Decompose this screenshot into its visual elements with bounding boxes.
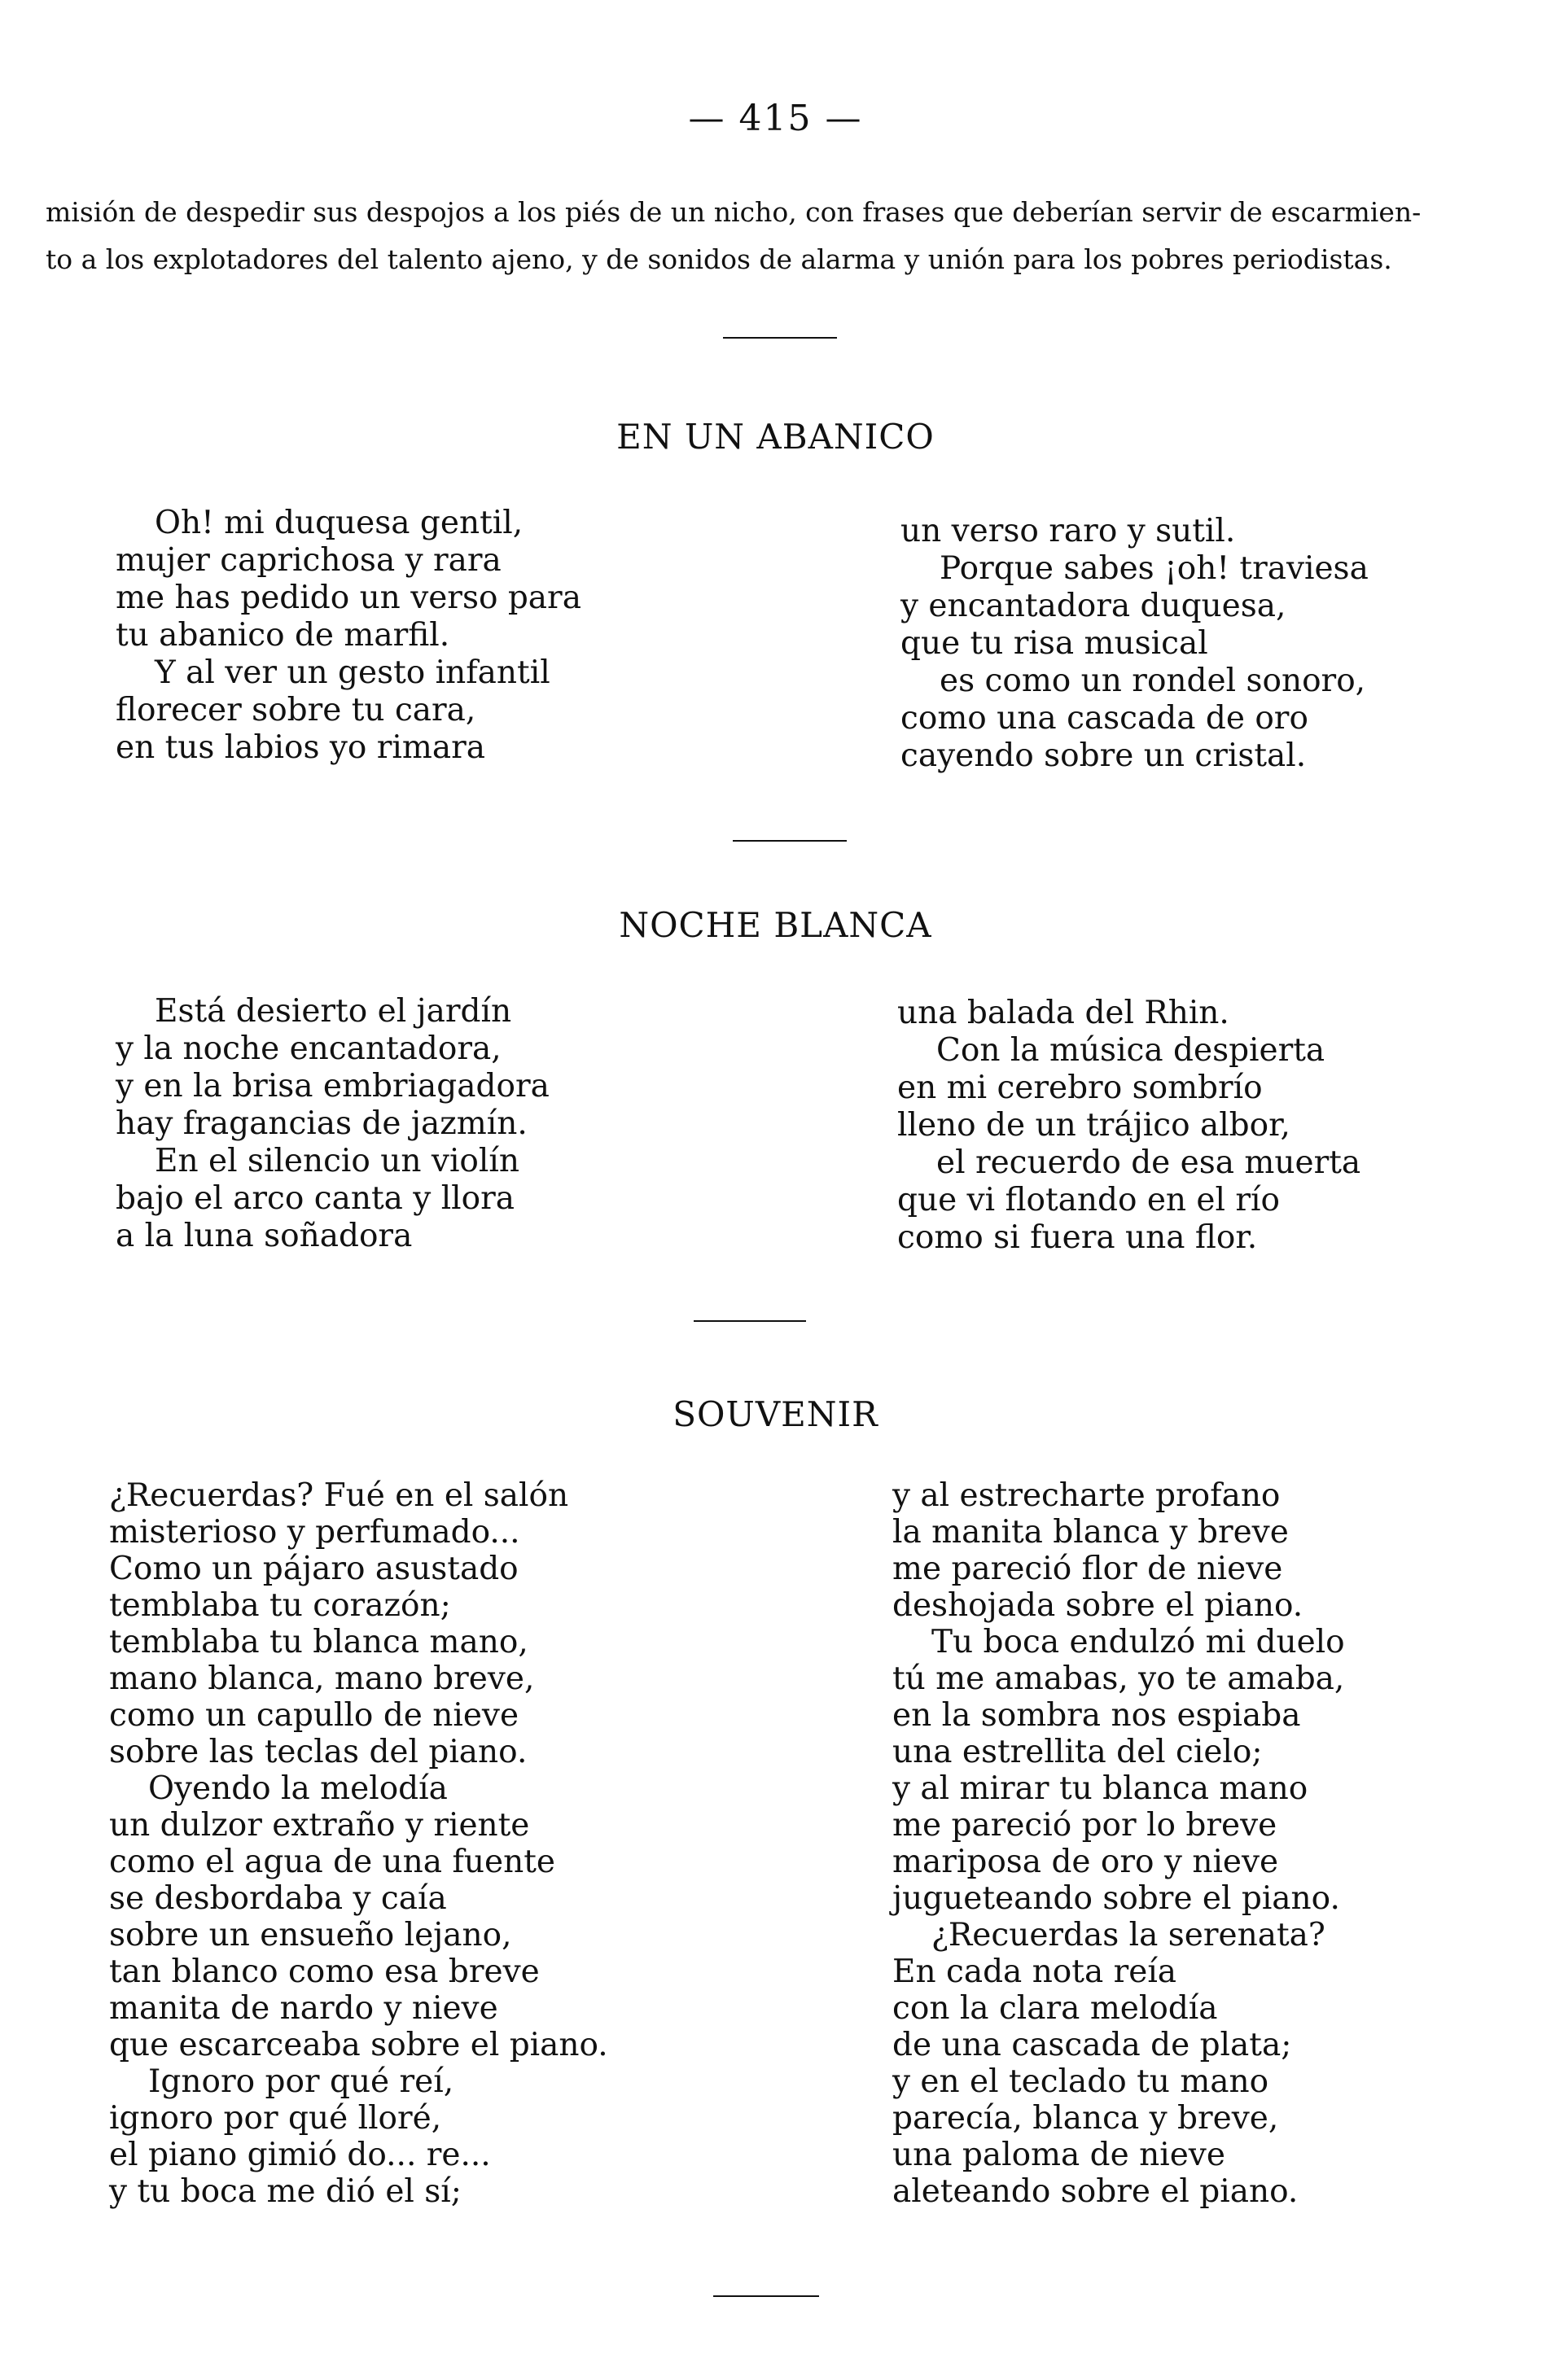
- verse-line: lleno de un trájico albor,: [897, 1107, 1290, 1144]
- verse-line: y tu boca me dió el sí;: [109, 2173, 462, 2210]
- verse-line: que tu risa musical: [900, 625, 1208, 662]
- verse-line: sobre un ensueño lejano,: [109, 1917, 512, 1953]
- verse-line: y en el teclado tu mano: [892, 2063, 1269, 2100]
- verse-line: el recuerdo de esa muerta: [936, 1144, 1361, 1181]
- intro-line: misión de despedir sus despojos a los piés de un nicho, con frases que deberían servir de escarmien-: [46, 196, 1422, 228]
- intro-paragraph: [46, 189, 1511, 283]
- verse-line: que vi flotando en el río: [897, 1182, 1280, 1218]
- poem-title: SOUVENIR: [673, 1394, 878, 1434]
- verse-line: en la sombra nos espiaba: [892, 1697, 1301, 1734]
- verse-line: se desbordaba y caía: [109, 1880, 447, 1917]
- intro-line: to a los explotadores del talento ajeno, y de sonidos de alarma y unión para los pobres periodistas.: [46, 243, 1392, 275]
- verse-line: deshojada sobre el piano.: [892, 1587, 1303, 1624]
- verse-line: me pareció por lo breve: [892, 1807, 1277, 1844]
- verse-line: me pareció flor de nieve: [892, 1551, 1283, 1587]
- verse-line: Tu boca endulzó mi duelo: [931, 1624, 1345, 1660]
- verse-line: a la luna soñadora: [116, 1218, 413, 1254]
- verse-line: y al mirar tu blanca mano: [892, 1770, 1308, 1807]
- section-divider: [713, 2295, 819, 2297]
- verse-line: Oyendo la melodía: [148, 1770, 448, 1807]
- verse-line: ¿Recuerdas? Fué en el salón: [109, 1477, 569, 1514]
- verse-line: un dulzor extraño y riente: [109, 1807, 530, 1844]
- verse-line: En cada nota reía: [892, 1953, 1177, 1990]
- verse-line: me has pedido un verso para: [116, 580, 581, 616]
- verse-line: florecer sobre tu cara,: [116, 692, 476, 728]
- verse-line: una estrellita del cielo;: [892, 1734, 1263, 1770]
- verse-line: y al estrecharte profano: [892, 1477, 1281, 1514]
- verse-line: Oh! mi duquesa gentil,: [155, 505, 524, 541]
- verse-line: Ignoro por qué reí,: [148, 2063, 454, 2100]
- poem-title: EN UN ABANICO: [616, 417, 935, 457]
- verse-line: tan blanco como esa breve: [109, 1953, 540, 1990]
- verse-line: bajo el arco canta y llora: [116, 1180, 515, 1217]
- verse-line: mano blanca, mano breve,: [109, 1660, 535, 1697]
- poem-right-column: [897, 995, 1516, 1257]
- poem-right-column: [892, 1477, 1511, 2210]
- section-divider: [733, 840, 847, 842]
- verse-line: hay fragancias de jazmín.: [116, 1105, 528, 1142]
- verse-line: Porque sabes ¡oh! traviesa: [940, 550, 1369, 587]
- verse-line: en mi cerebro sombrío: [897, 1070, 1263, 1106]
- verse-line: Con la música despierta: [936, 1032, 1325, 1069]
- poem-left-column: [116, 993, 734, 1255]
- verse-line: es como un rondel sonoro,: [940, 663, 1366, 699]
- verse-line: aleteando sobre el piano.: [892, 2173, 1299, 2210]
- page-number: — 415 —: [688, 98, 863, 139]
- poem-title: NOCHE BLANCA: [619, 905, 932, 945]
- verse-line: Como un pájaro asustado: [109, 1551, 519, 1587]
- verse-line: jugueteando sobre el piano.: [892, 1880, 1340, 1917]
- verse-line: misterioso y perfumado...: [109, 1514, 520, 1551]
- verse-line: como si fuera una flor.: [897, 1219, 1258, 1256]
- verse-line: la manita blanca y breve: [892, 1514, 1289, 1551]
- verse-line: En el silencio un violín: [155, 1143, 519, 1179]
- poem-left-column: [109, 1477, 728, 2210]
- verse-line: y la noche encantadora,: [116, 1030, 502, 1067]
- verse-line: tú me amabas, yo te amaba,: [892, 1660, 1345, 1697]
- verse-line: manita de nardo y nieve: [109, 1990, 498, 2027]
- verse-line: de una cascada de plata;: [892, 2027, 1292, 2063]
- verse-line: temblaba tu corazón;: [109, 1587, 451, 1624]
- verse-line: mariposa de oro y nieve: [892, 1844, 1279, 1880]
- verse-line: en tus labios yo rimara: [116, 729, 486, 766]
- verse-line: cayendo sobre un cristal.: [900, 737, 1307, 774]
- verse-line: y encantadora duquesa,: [900, 588, 1286, 624]
- verse-line: parecía, blanca y breve,: [892, 2100, 1279, 2137]
- verse-line: con la clara melodía: [892, 1990, 1218, 2027]
- verse-line: ¿Recuerdas la serenata?: [931, 1917, 1325, 1953]
- verse-line: Y al ver un gesto infantil: [155, 654, 550, 691]
- poem-left-column: [116, 505, 734, 767]
- verse-line: como el agua de una fuente: [109, 1844, 555, 1880]
- verse-line: temblaba tu blanca mano,: [109, 1624, 528, 1660]
- verse-line: que escarceaba sobre el piano.: [109, 2027, 608, 2063]
- verse-line: como una cascada de oro: [900, 700, 1308, 737]
- verse-line: sobre las teclas del piano.: [109, 1734, 528, 1770]
- verse-line: ignoro por qué lloré,: [109, 2100, 442, 2137]
- verse-line: una paloma de nieve: [892, 2137, 1225, 2173]
- verse-line: un verso raro y sutil.: [900, 513, 1236, 549]
- verse-line: como un capullo de nieve: [109, 1697, 519, 1734]
- verse-line: tu abanico de marfil.: [116, 617, 450, 654]
- verse-line: el piano gimió do... re...: [109, 2137, 491, 2173]
- verse-line: mujer caprichosa y rara: [116, 542, 502, 579]
- section-divider: [694, 1320, 806, 1322]
- verse-line: una balada del Rhin.: [897, 995, 1229, 1031]
- section-divider: [723, 337, 837, 339]
- poem-right-column: [900, 513, 1519, 775]
- verse-line: Está desierto el jardín: [155, 993, 512, 1030]
- verse-line: y en la brisa embriagadora: [116, 1068, 550, 1105]
